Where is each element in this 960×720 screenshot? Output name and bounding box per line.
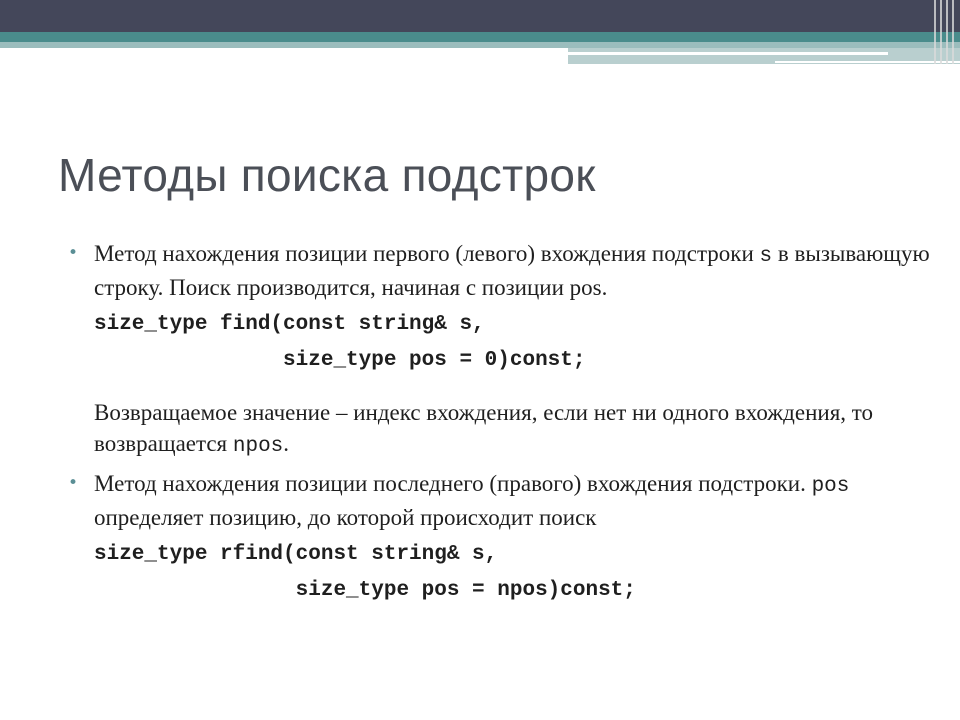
code-find-line2: size_type pos = 0)const; — [94, 349, 586, 372]
return-value-note — [94, 397, 940, 462]
slide-title: Методы поиска подстрок — [58, 149, 596, 201]
slide-content — [60, 238, 940, 609]
item-description — [94, 468, 940, 533]
desc-text-a: Метод нахождения позиции последнего (правого) вхождения подстроки. — [94, 471, 812, 496]
desc-text-b: в вызывающую строку. Поиск производится, начиная с позиции pos. — [94, 241, 930, 300]
header-band-dark — [0, 0, 960, 32]
list-item-rfind — [60, 468, 940, 609]
bullet-icon: • — [68, 473, 79, 493]
code-rfind-line2: size_type pos = npos)const; — [94, 579, 636, 602]
npos-term: npos — [232, 435, 284, 458]
desc-text-a: Метод нахождения позиции первого (левого) вхождения подстроки — [94, 241, 760, 266]
header-line — [568, 52, 888, 55]
item-description — [94, 238, 940, 303]
header-band-teal — [0, 32, 960, 42]
bullet-icon: • — [68, 243, 79, 263]
list-item-find — [60, 238, 940, 462]
note-text-a: Возвращаемое значение – индекс вхождения, если нет ни одного вхождения, то возвращается — [94, 400, 874, 456]
code-find-line1: size_type find(const string& s, — [94, 313, 485, 336]
desc-text-b: определяет позицию, до которой происходит поиск — [94, 505, 597, 530]
note-text-b: . — [283, 431, 290, 456]
header-stripes — [930, 0, 960, 64]
param-s: s — [759, 245, 773, 268]
code-rfind-line1: size_type rfind(const string& s, — [94, 543, 498, 566]
param-pos: pos — [811, 475, 850, 498]
